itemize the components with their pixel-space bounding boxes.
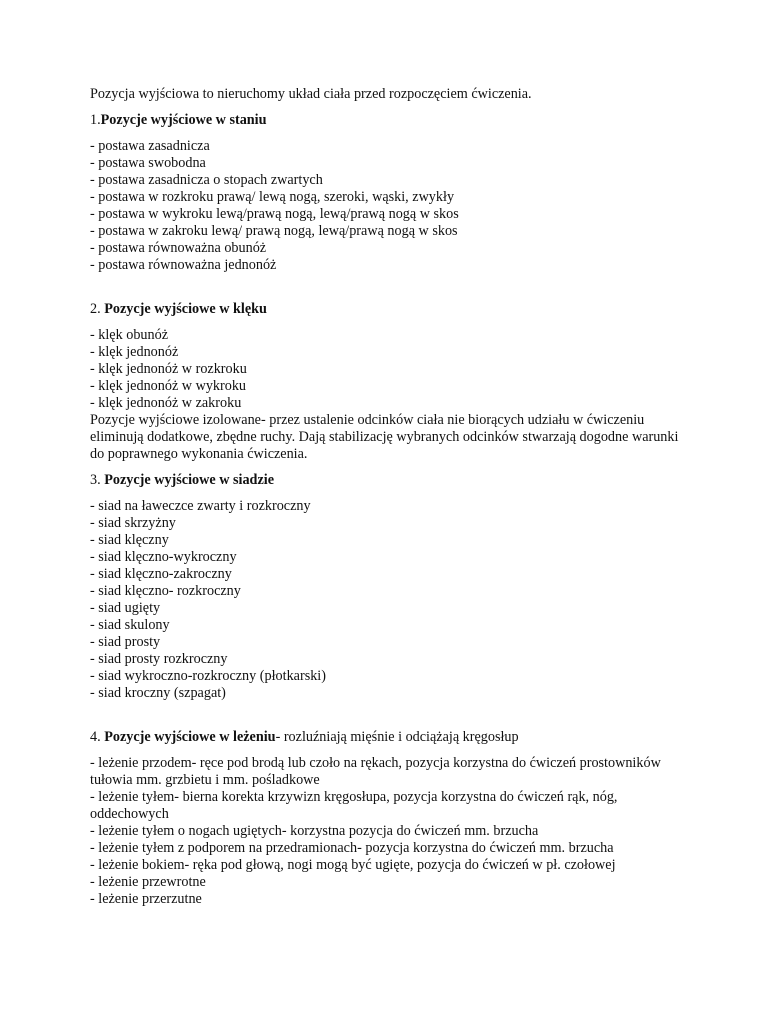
section-2-prefix: 2. <box>90 301 105 317</box>
section-1-title: Pozycje wyjściowe w staniu <box>100 112 267 128</box>
list-item: - klęk jednonóż w zakroku <box>90 395 242 411</box>
section-2-title: Pozycje wyjściowe w klęku <box>104 301 267 317</box>
list-item: - postawa zasadnicza <box>90 138 210 154</box>
list-item: - postawa swobodna <box>90 155 206 171</box>
list-item: - siad prosty rozkroczny <box>90 651 228 667</box>
section-4-suffix: - rozluźniają mięśnie i odciążają kręgosłup <box>275 729 519 745</box>
list-item: - leżenie bokiem- ręka pod głową, nogi mogą być ugięte, pozycja do ćwiczeń w pł. czołowej <box>90 857 616 873</box>
section-3-prefix: 3. <box>90 472 105 488</box>
section-1-prefix: 1. <box>90 112 101 128</box>
list-item: - siad na ławeczce zwarty i rozkroczny <box>90 498 311 514</box>
section-4-list <box>90 755 680 908</box>
list-item: - klęk jednonóż <box>90 344 179 360</box>
section-2-list <box>90 327 680 412</box>
list-item: - siad prosty <box>90 634 161 650</box>
list-item: - siad klęczno- rozkroczny <box>90 583 241 599</box>
list-item: - postawa równoważna jednonóż <box>90 257 277 273</box>
list-item: - siad ugięty <box>90 600 161 616</box>
list-item: - siad klęczno-zakroczny <box>90 566 232 582</box>
list-item: - postawa równoważna obunóż <box>90 240 267 256</box>
section-3-title: Pozycje wyjściowe w siadzie <box>104 472 274 488</box>
document-page <box>90 86 680 908</box>
list-item: - klęk jednonóż w rozkroku <box>90 361 247 377</box>
list-item: - postawa w rozkroku prawą/ lewą nogą, szeroki, wąski, zwykły <box>90 189 455 205</box>
spacer <box>90 463 680 472</box>
intro-paragraph: Pozycja wyjściowa to nieruchomy układ ciała przed rozpoczęciem ćwiczenia. <box>90 86 532 102</box>
list-item: - siad wykroczno-rozkroczny (płotkarski) <box>90 668 326 684</box>
spacer <box>90 702 680 729</box>
list-item: - siad skrzyżny <box>90 515 176 531</box>
list-item: - leżenie przodem- ręce pod brodą lub czoło na rękach, pozycja korzystna do ćwiczeń prostowników tułowia mm. grzbietu i mm. pośladkowe <box>90 755 661 788</box>
section-4-prefix: 4. <box>90 729 105 745</box>
list-item: - postawa zasadnicza o stopach zwartych <box>90 172 323 188</box>
section-3-heading <box>90 472 680 489</box>
list-item: - postawa w zakroku lewą/ prawą nogą, lewą/prawą nogą w skos <box>90 223 458 239</box>
list-item: - leżenie tyłem o nogach ugiętych- korzystna pozycja do ćwiczeń mm. brzucha <box>90 823 539 839</box>
list-item: - siad kroczny (szpagat) <box>90 685 226 701</box>
list-item: - klęk jednonóż w wykroku <box>90 378 247 394</box>
list-item: - siad klęczny <box>90 532 169 548</box>
list-item: - leżenie przewrotne <box>90 874 206 890</box>
list-item: - leżenie przerzutne <box>90 891 202 907</box>
list-item: - siad skulony <box>90 617 170 633</box>
section-1-heading <box>90 112 680 129</box>
section-1-list <box>90 138 680 274</box>
list-item: - klęk obunóż <box>90 327 169 343</box>
list-item: - leżenie tyłem- bierna korekta krzywizn kręgosłupa, pozycja korzystna do ćwiczeń rąk, nóg, oddechowych <box>90 789 618 822</box>
section-2-note: Pozycje wyjściowe izolowane- przez ustalenie odcinków ciała nie biorących udziału w ćwiczeniu eliminują dodatkowe, zbędne ruchy. Dają stabilizację wybranych odcinków stwarzają dogodne warunki do poprawnego wykonania ćwiczenia. <box>90 412 679 462</box>
spacer <box>90 274 680 301</box>
section-4-title: Pozycje wyjściowe w leżeniu <box>104 729 276 745</box>
section-3-list <box>90 498 680 702</box>
list-item: - postawa w wykroku lewą/prawą nogą, lewą/prawą nogą w skos <box>90 206 459 222</box>
section-2-heading <box>90 301 680 318</box>
list-item: - siad klęczno-wykroczny <box>90 549 237 565</box>
list-item: - leżenie tyłem z podporem na przedramionach- pozycja korzystna do ćwiczeń mm. brzucha <box>90 840 614 856</box>
section-4-heading <box>90 729 680 746</box>
